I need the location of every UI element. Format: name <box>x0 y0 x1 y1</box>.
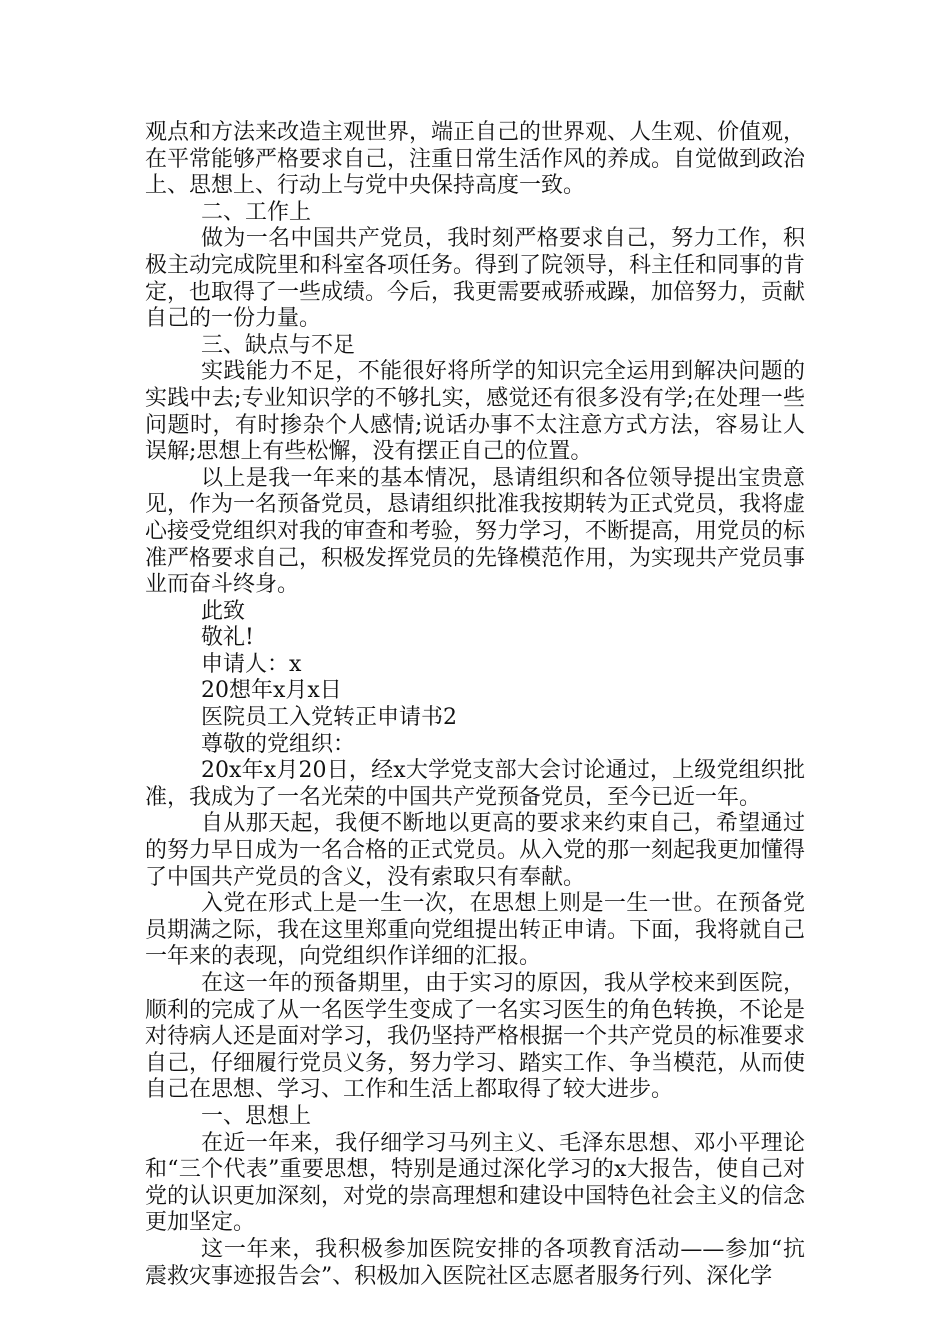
paragraph: 在近一年来，我仔细学习马列主义、毛泽东思想、邓小平理论和“三个代表”重要思想，特别是通过深化学习的x大报告，使自己对党的认识更加深刻，对党的崇高理想和建设中国特色社会主义的信念更加坚定。 <box>145 1130 806 1236</box>
paragraph: 这一年来，我积极参加医院安排的各项教育活动——参加“抗震救灾事迹报告会”、积极加入医院社区志愿者服务行列、深化学 <box>145 1236 805 1289</box>
section-heading: 三、缺点与不足 <box>201 332 356 358</box>
date-line: 20想年x月x日 <box>201 678 342 704</box>
paragraph: 在这一年的预备期里，由于实习的原因，我从学校来到医院，顺利的完成了从一名医学生变成了一名实习医生的角色转换，不论是对待病人还是面对学习，我仍坚持严格根据一个共产党员的标准要求自己，仔细履行党员义务，努力学习、踏实工作、争当模范，从而使自己在思想、学习、工作和生活上都取得了较大进步。 <box>145 971 806 1103</box>
paragraph: 观点和方法来改造主观世界，端正自己的世界观、人生观、价值观，在平常能够严格要求自己，注重日常生活作风的养成。自觉做到政治上、思想上、行动上与党中央保持高度一致。 <box>145 120 806 199</box>
paragraph: 20x年x月20日，经x大学党支部大会讨论通过，上级党组织批准，我成为了一名光荣的中国共产党预备党员，至今已近一年。 <box>145 758 805 810</box>
document-title: 医院员工入党转正申请书2 <box>201 705 457 731</box>
paragraph: 实践能力不足，不能很好将所学的知识完全运用到解决问题的实践中去;专业知识学的不够扎实，感觉还有很多没有学;在处理一些问题时，有时掺杂个人感情;说话办事不太注意方式方法，容易让人误解;思想上有些松懈，没有摆正自己的位置。 <box>145 359 805 465</box>
salutation: 敬礼! <box>201 625 254 651</box>
greeting: 尊敬的党组织： <box>201 731 356 757</box>
section-heading: 二、工作上 <box>201 199 312 225</box>
closing-line: 此致 <box>201 598 246 624</box>
document-body <box>145 120 805 1290</box>
section-heading: 一、思想上 <box>201 1103 312 1129</box>
paragraph: 入党在形式上是一生一次，在思想上则是一生一世。在预备党员期满之际，我在这里郑重向党组提出转正申请。下面，我将就自己一年来的表现，向党组织作详细的汇报。 <box>145 891 806 970</box>
applicant-line: 申请人：x <box>201 651 302 677</box>
paragraph: 做为一名中国共产党员，我时刻严格要求自己，努力工作，积极主动完成院里和科室各项任务。得到了院领导，科主任和同事的肯定，也取得了一些成绩。今后，我更需要戒骄戒躁，加倍努力，贡献自己的一份力量。 <box>145 226 806 332</box>
paragraph: 自从那天起，我便不断地以更高的要求来约束自己，希望通过的努力早日成为一名合格的正式党员。从入党的那一刻起我更加懂得了中国共产党员的含义，没有索取只有奉献。 <box>145 811 806 890</box>
paragraph: 以上是我一年来的基本情况，恳请组织和各位领导提出宝贵意见，作为一名预备党员，恳请组织批准我按期转为正式党员，我将虚心接受党组织对我的审查和考验，努力学习，不断提高，用党员的标准严格要求自己，积极发挥党员的先锋模范作用，为实现共产党员事业而奋斗终身。 <box>145 465 806 598</box>
